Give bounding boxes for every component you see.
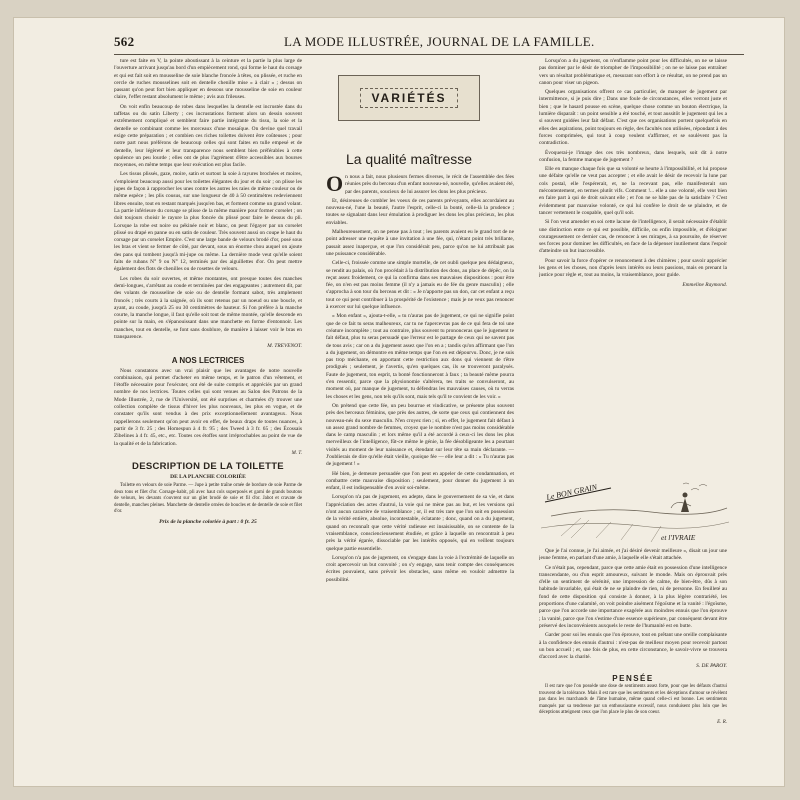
signature: M. T.	[291, 450, 302, 456]
page-header	[114, 34, 764, 54]
page-number: 562	[114, 34, 135, 49]
left-paragraph: ture est faite en V, la pointe aboutissant à la ceinture et la partie la plus large de l'ouverture arrivant jusqu'au bord d'un empiècement rond, qui forme le haut du corsage et qui est fait soit en mousseline de soie blanche froncée à têtes, ou plissée, et ruche en cercle de ruches mousselines soit en dentelle chenille mise « à clair » ; dessus on passant qu'on peut fort bien appliquer en dessous une mousseline de soie en couleur claire, l'effet restant absolument le même ; avis aux frileuses.	[114, 58, 302, 101]
middle-column	[326, 174, 514, 768]
right-paragraph: Pour savoir la force d'opérer ce renoncement à des chimères ; pour savoir apprécier les gens et les choses, non d'après leurs intérêts ou leurs passions, mais en prenant la justice pour règle et, tout au moins, la vraisemblance, pour guide.	[539, 257, 727, 279]
pensee-heading: PENSÉE	[612, 673, 654, 683]
signature: E. R.	[717, 719, 727, 725]
left-paragraph: On voit enfin beaucoup de robes dans lesquelles la dentelle est incrustée dans du taffetas ou du satin Liberty ; ces incrustations forment alors un dessin souvent extrêmement compliqué et semblent faire partie intégrante du tissu, la soie et la dentelle se combinant comme les morceaux d'une mosaïque. On devine quel travail exige cette préparation ; et combien ces riches toilettes doivent être coûteuses ; pour notre part nous préférons de beaucoup celles qui sont faites en tulle empesé et de dentelle, leur légèreté et leur transparence nous semblent bien préférables à cette opulence un peu lourde ; elles ont de plus l'agrément d'être accessibles aux bourses moyennes, en même temps que leur exécution est plus facile.	[114, 103, 302, 169]
right-paragraph: Évoquerai-je l'image des ces très nombreux, dans lesquels, soit dit à notre confusion, la femme manque de jugement ?	[539, 149, 727, 163]
article-first-paragraph	[326, 174, 514, 196]
middle-paragraph: Lorsqu'on n'a pas de jugement, en adepte, dans le gouvernement de sa vie, et dans l'appréciation des actes d'autrui, la voie qui ne mène pas au but, et les versions qui n'ont aucun caractère de vraisemblance ; or, il est très rare que l'on soit en possession de la vérité entière, absolue, incontestable, éclatante ; donc, quand on a du jugement, quand on reconnaît que cette vérité radieuse est insaisissable, on se contente de la vraisemblance, consciencieusement étudiée, et grâce à laquelle on rencontrait à peu près la vérité égarée, dissociable par les intérêts opposés, qui en veillent toujours quelque partie essentielle.	[326, 494, 514, 552]
right-column-bottom	[539, 548, 727, 770]
varietes-label: VARIÉTÉS	[360, 88, 457, 108]
right-paragraph: Lorsqu'on a du jugement, on n'enflamme point pour les difficultés, on ne se laisse pas dominer par le désir de triompher de l'impossibilité ; on ne se laisse pas entraîner vers un résultat problématique et, mesurant son effort à ce résultat, on ne prend pas un canon pour viser un pigeon.	[539, 58, 727, 86]
lectrices-heading: A NOS LECTRICES	[171, 355, 245, 365]
caption-ivraie: et l'IVRAIE	[661, 533, 696, 542]
journal-title: LA MODE ILLUSTRÉE, JOURNAL DE LA FAMILLE.	[284, 34, 595, 49]
caption-bon-grain: Le BON GRAIN	[545, 482, 598, 502]
middle-paragraph: On prétend que cette fée, un peu bourrue et vindicative, se présente plus souvent près des berceaux féminins, que près des autres, de sorte que ceux qui contiennent des nouveau-nés du sexe masculin. N'en croyez rien ; si, en effet, le jugement fait défaut à un assez grand nombre de femmes, croyez que le nombre n'est pas moins considérable dans le camp masculin ; et lors même qu'il a été accordé à ceux-ci les dons les plus merveilleux de l'intelligence, fût-ce même le génie, la fée désobligeante les a pourtant visités au moment de leur naissance et, étendant sur leur tête sa main déclarante. — J'oublierais de dire qu'elle était vieille, quoique fée — elle leur a dit : « Tu n'auras pas de jugement ! »	[326, 402, 514, 468]
description-subheading: DE LA PLANCHE COLORIÉE	[170, 474, 246, 481]
right-paragraph: Que je l'ai connue, je l'ai aimée, et j'ai désiré devenir meilleure », disait un jour une jeune femme, en parlant d'une amie, à laquelle elle s'était attachée.	[539, 548, 727, 562]
middle-paragraph: Celle-ci, froissée comme une simple mortelle, de cet oubli quelque peu dédaigneux, se rendit au palais, où l'on procédait à la distribution des dons, au place de dépêc, on la reçut assez froidement, ce qui la confirma dans ses mauvaises dispositions : pour être fée, on n'en est pas moins femme (il n'y a jamais eu de fée du genre masculin) ; elle s'approcha à son tour du berceau et dit : « Je n'apporte pas un don, car cet enfant a reçu tout ce qui peut contribuer à la prospérité de l'existence ; mais je ne veux pas renoncer à exercer sur lui quelque influence.	[326, 260, 514, 311]
lectrices-paragraph: Nous constatons avec un vrai plaisir que les avantages de notre nouvelle combinaison, qui permet d'acheter en même temps, et le patron d'un vêtement, et l'étoffe nécessaire pour l'exécuter, ont été de suite compris et appréciés par un grand nombre de nos lectrices. Toutes celles qui sont venues au Salon des Patrons de la Mode Illustrée, 2, rue de l'Université, ont été surprises et charmées d'y trouver une collection complète de tissus d'hiver les plus nouveaux, les plus en vogue, et de constater qu'ils sont vendus à des prix exceptionnellement avantageux. Nous rappellerons seulement qu'on peut avoir en effet, de beaux draps de toutes nuances, à partir de 3 fr. 25 ; des Homespun à 4 fr. 95 ; des Tweed à 3 fr. 65 ; des Écossais Zibelines à 4 fr. 45, etc., etc. Toutes ces étoffes sont irréprochables au point de vue de la qualité et de la fabrication.	[114, 367, 302, 447]
varietes-banner	[338, 75, 480, 121]
signature: Emmeline Raymond.	[682, 281, 727, 288]
field-scene-image	[541, 468, 729, 546]
first-paragraph-text: n nous a fait, nous plusieurs fermes diverses, le récit de l'assemblée des fées réunies près du berceau d'un enfant nouveau-né, nouvelle, qu'elles avaient été, par des parents, soucieux de lui assurer les dons les plus précieux.	[345, 174, 514, 195]
middle-paragraph: « Mon enfant », ajouta-t-elle, « tu n'auras pas de jugement, ce qui ne signifie point que de ce fait tu seras malheureux, car tu ne t'apercevras pas de ce qui fera de toi une créature incomplète ; tout au contraire, plus souvent tu prononceras que le jugement te fait défaut, plus tu seras persuadé que l'erreur est le partage de ceux qui ne savent pas de tous avis ; car on a du jugement assez que l'on en a ; tandis qu'on affirmant que l'on a du jugement, on démontre en même temps que l'on en est dépourvu. Donc, je ne suis pas trop méchante, en apportant cette restriction aux dons qui viennent de t'être prodigués ; seulement, je t'avertis, qu'en quelques cas, ils se trouveront paralysés. Faute de jugement, ton esprit, ta bonté fonctionneront à faux ; ta beauté même pourra s'en ressentir, parce que la physionomie s'altérera, tes traits se convulseront, au moment où, par manque de jugement, tu défendras les mauvaises causes, où tu verras les choses et les gens, non tels qu'ils sont, mais tels qu'il te convient de les voir. »	[326, 313, 514, 400]
left-paragraph: Les robes du soir ouvertes, et même montantes, ont presque toutes des manches demi-longues, s'arrêtant au coude et terminées par des engageantes ; autrement dit, par des volants de mousseline de soie ou de dentelle formant sabot, très amplement froncés ; très courts à la saignée, où ils sont retenus par un noeud ou une boucle, et ayant, au coude, jusqu'à 25 ou 30 centimètres de hauteur. Si l'on préfère à la manche courte, la manche longue, il faut qu'elle soit tout de même montée, qu'elle descende en pointe sur la main, en s'épanouissant dans une manchette en forme d'entonnoir. Les manches, tout en dentelle, se font sans doublure, de manière à laisser voir le bras en transparence.	[114, 275, 302, 340]
right-paragraph: Ce n'était pas, cependant, parce que cette amie était en possession d'une intelligence transcendante, ou d'un esprit amoureux, suivant le monde. Mais on éprouvait près d'elle un sentiment de sérénité, une impression de calme, de bien-être, dûs à son habitude invariable, qui était de ne se plaindre de rien, ni de personne. En feuilleté au fond de cette disposition qui consiste à donner, à la plus légère contrariété, les proportions d'une calamité, on voit poindre aisément l'égoïsme et la vanité : l'égoïsme, parce que l'on accorde une importance exagérée aux moindres ennuis que l'on éprouve ; la vanité, parce que l'on s'estime d'une essence supérieure, par conséquent devant être préservé des inconvénients auxquels le reste de l'humanité est en butte.	[539, 564, 727, 629]
article-title: La qualité maîtresse	[345, 151, 473, 167]
bon-grain-illustration	[541, 468, 729, 546]
newspaper-page	[14, 18, 784, 786]
description-heading: DESCRIPTION DE LA TOILETTE	[132, 461, 284, 473]
middle-paragraph: Malheureusement, on ne pense pas à tout ; les parents avaient eu le grand tort de ne point adresser une requête à une invitation à une fée, qui, n'étant point très brillante, passait assez inaperçue, et que l'on considérait peu, parce qu'on ne lui attribuait pas une puissance considérable.	[326, 229, 514, 257]
right-paragraph: Si l'on veut amender en soi cette lacune de l'intelligence, il serait nécessaire d'établir une distinction entre ce qui est possible, difficile, ou enfin impossible, et d'éloigner courageusement ce dernier cas, de renoncer à ses mirages, à sa poursuite, de réserver ses forces pour dominer les difficultés, en face de la dépenser inutilement dans l'espoir d'atteindre un but inaccessible.	[539, 219, 727, 255]
drop-cap: O	[326, 174, 344, 196]
middle-paragraph: Hé bien, je demeure persuadée que l'on peut en appeler de cette condamnation, et combattre cette mauvaise disposition ; seulement, pour donner du jugement à un enfant, il est indispensable d'en avoir soi-même.	[326, 470, 514, 492]
left-paragraph: Les tissus plissés, gaze, moire, satin et surtout la soie à rayures brochées et moires, s'emploient beaucoup aussi pour les toilettes élégantes du jour et du soir ; on plisse les jupes de façon à rapprocher les unes contre les autres les raies de même couleur ou de même espèce ; les plis cousus, sur une longueur de 40 à 50 centimètres redeviennent libres ensuite, tout en restant marqués jusqu'en bas, et forment comme un grand volant. La partie inférieure du corsage se plisse de la même manière pour former corselet ; on doit toujours choisir le rayure la plus foncée du plissé pour faire le dessus du pli. Lorsque la robe est noire ou pékinée noir et blanc, on peut l'égayer par un corselet plissé ou drapé en panne ou en satin de couleur. Très souvent aussi on coupe le haut du corsage par un corselet Empire. C'est une large bande de velours brodé d'or, posé sous les bras et vient se fermer de côté, par devant, sous un énorme chou auquel on ajoute des pans qui tombent jusqu'à mi-jupe ou même. La dernière mode veut qu'elle soient faits de rubans N° 9 ou N° 12, terminés par des aiguillettes d'or. On peut mettre également des flots de chenilles ou de rosettes de velours.	[114, 171, 302, 273]
right-paragraph: Garder pour soi les ennuis que l'on éprouve, tout en prêtant une oreille complaisante à la confidence des ennuis d'autrui : n'est-pas de meilleur moyen pour recevoir partout un bon accueil ; et, une fois de plus, en cette circonstance, le savoir-vivre se trouvera d'accord avec la charité.	[539, 632, 727, 661]
header-rule	[114, 54, 744, 55]
middle-paragraph: Lorsqu'on n'a pas de jugement, on s'engage dans la voie à l'extrémité de laquelle on croit apercevoir un but convoité ; on s'y engage, sans tenir compte des conséquences écrites pouvaient, sans prévoir les obstacles, sans même en vouloir admettre la possibilité.	[326, 554, 514, 583]
pensee-paragraph: Il est rare que l'on possède une dose de sentiments assez forte, pour que les défauts d'autrui trouvent de la tolérance. Mais il est rare que les sentiments et les déceptions d'amour se révèlent pas dans les marchands de l'âme humaine, même quand celle-ci est bonne. Les sentiments manqués par sa tendresse par un enthousiasme excessif, nous conduisent plus loin que les déceptions atteignent ceux que l'on place le plus de son coeur.	[539, 684, 727, 716]
signature: S. DE PAROY.	[696, 663, 727, 670]
price-line: Prix de la planche coloriée à part : 0 fr. 25	[159, 518, 257, 525]
left-column	[114, 58, 302, 768]
right-column-top	[539, 58, 727, 466]
right-paragraph: Quelques organisations offrent ce cas particulier, de manquer de jugement par intermittence, si je puis dire ; Dans une foule de circonstances, elles verront juste et bien ; que le hasard pousse en scène, quelque chose comme un bouton électrique, la lumière disparaît : un point sensible a été touché, et tout aussitôt le jugement qui les a si souvent guidées leur fait défaut. C'est que ces organisations portent quelquefois en elles des aspirations, point toujours en règle, des facultés non utilisées, répondant à des forces comprimées, qui tout à coup veulent s'affirmer, et se soulèvent pas la contradiction.	[539, 89, 727, 147]
description-paragraph: Toilette en velours de soie Parme. — Jupe à petite traîne ornée de bordure de soie Parme de deux tons et filet d'or. Corsage-habit, pli avec haut cols superposés et garni de grands boutons de velours, les devants s'ouvrent sur un gilet brodé de soie et fil d'or. Jabot et cravate de dentelle, manches pleines. Manchette de dentelle ornées de boucles et de dentelle de soie et filet d'or.	[114, 483, 302, 515]
middle-paragraph: Et, désireuses de combler les voeux de ces parents prévoyants, elles accordaient au nouveau-né, l'une la beauté, l'autre l'esprit, celle-ci la bonté, celle-là la prudence ; toutes se signalant dans leur émulation à prodiguer les dons les plus précieux, les plus enviables.	[326, 197, 514, 226]
right-paragraph: Elle en manque chaque fois que sa volonté se heurte à l'impossibilité, et lui propose une défaite qu'elle ne veut pas accepter ; et elle avait le désir de recevoir la lune par cols postal, elle l'espérerait, et, ne la recevant pas, elle manifesterait son mécontentement, en termes plutôt vifs. Comment !... elle a une volonté, elle veut bien en faire part à qui de droit suivant elle ; et l'on ne se hâte pas de la satisfaire ? C'est évidemment par mauvaise volonté, ce qui lui confère le droit de se plaindre, et de tancer vertement le coupable, quel qu'il soit.	[539, 166, 727, 216]
signature: M. TREVENOT.	[267, 343, 302, 350]
